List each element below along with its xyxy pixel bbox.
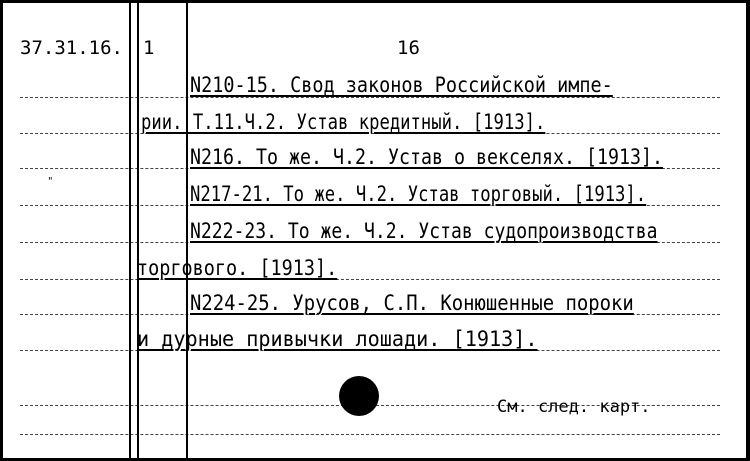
continued-note: См. след. карт. [497, 397, 651, 417]
page-number: 16 [397, 37, 420, 59]
entry-line: N210-15. Свод законов Российской импе- [190, 73, 613, 97]
stray-mark: " [48, 176, 53, 187]
ruled-line [20, 97, 720, 98]
entry-line: N217-21. То же. Ч.2. Устав торговый. [1913]. [190, 182, 647, 206]
margin-line-text [186, 0, 188, 461]
entry-line: N216. То же. Ч.2. Устав о векселях. [1913]. [190, 145, 663, 169]
punch-hole [339, 376, 379, 416]
entry-line: торгового. [1913]. [137, 256, 338, 280]
ruled-line [20, 279, 720, 280]
ruled-line [20, 434, 720, 435]
entry-line: рии. Т.11.Ч.2. Устав кредитный. [1913]. [141, 110, 546, 134]
entry-line: N224-25. Урусов, С.П. Конюшенные пороки [190, 291, 634, 315]
copy-number: 1 [143, 37, 155, 59]
margin-line-outer [129, 0, 131, 461]
entry-line: и дурные привычки лошади. [1913]. [137, 327, 538, 351]
entry-line: N222-23. То же. Ч.2. Устав судопроизводства [190, 219, 658, 243]
card-edge-left [0, 0, 3, 461]
margin-line-inner [137, 0, 139, 461]
call-number: 37.31.16. [20, 37, 123, 59]
card-edge-top [0, 0, 750, 3]
card-edge-right [746, 0, 750, 461]
